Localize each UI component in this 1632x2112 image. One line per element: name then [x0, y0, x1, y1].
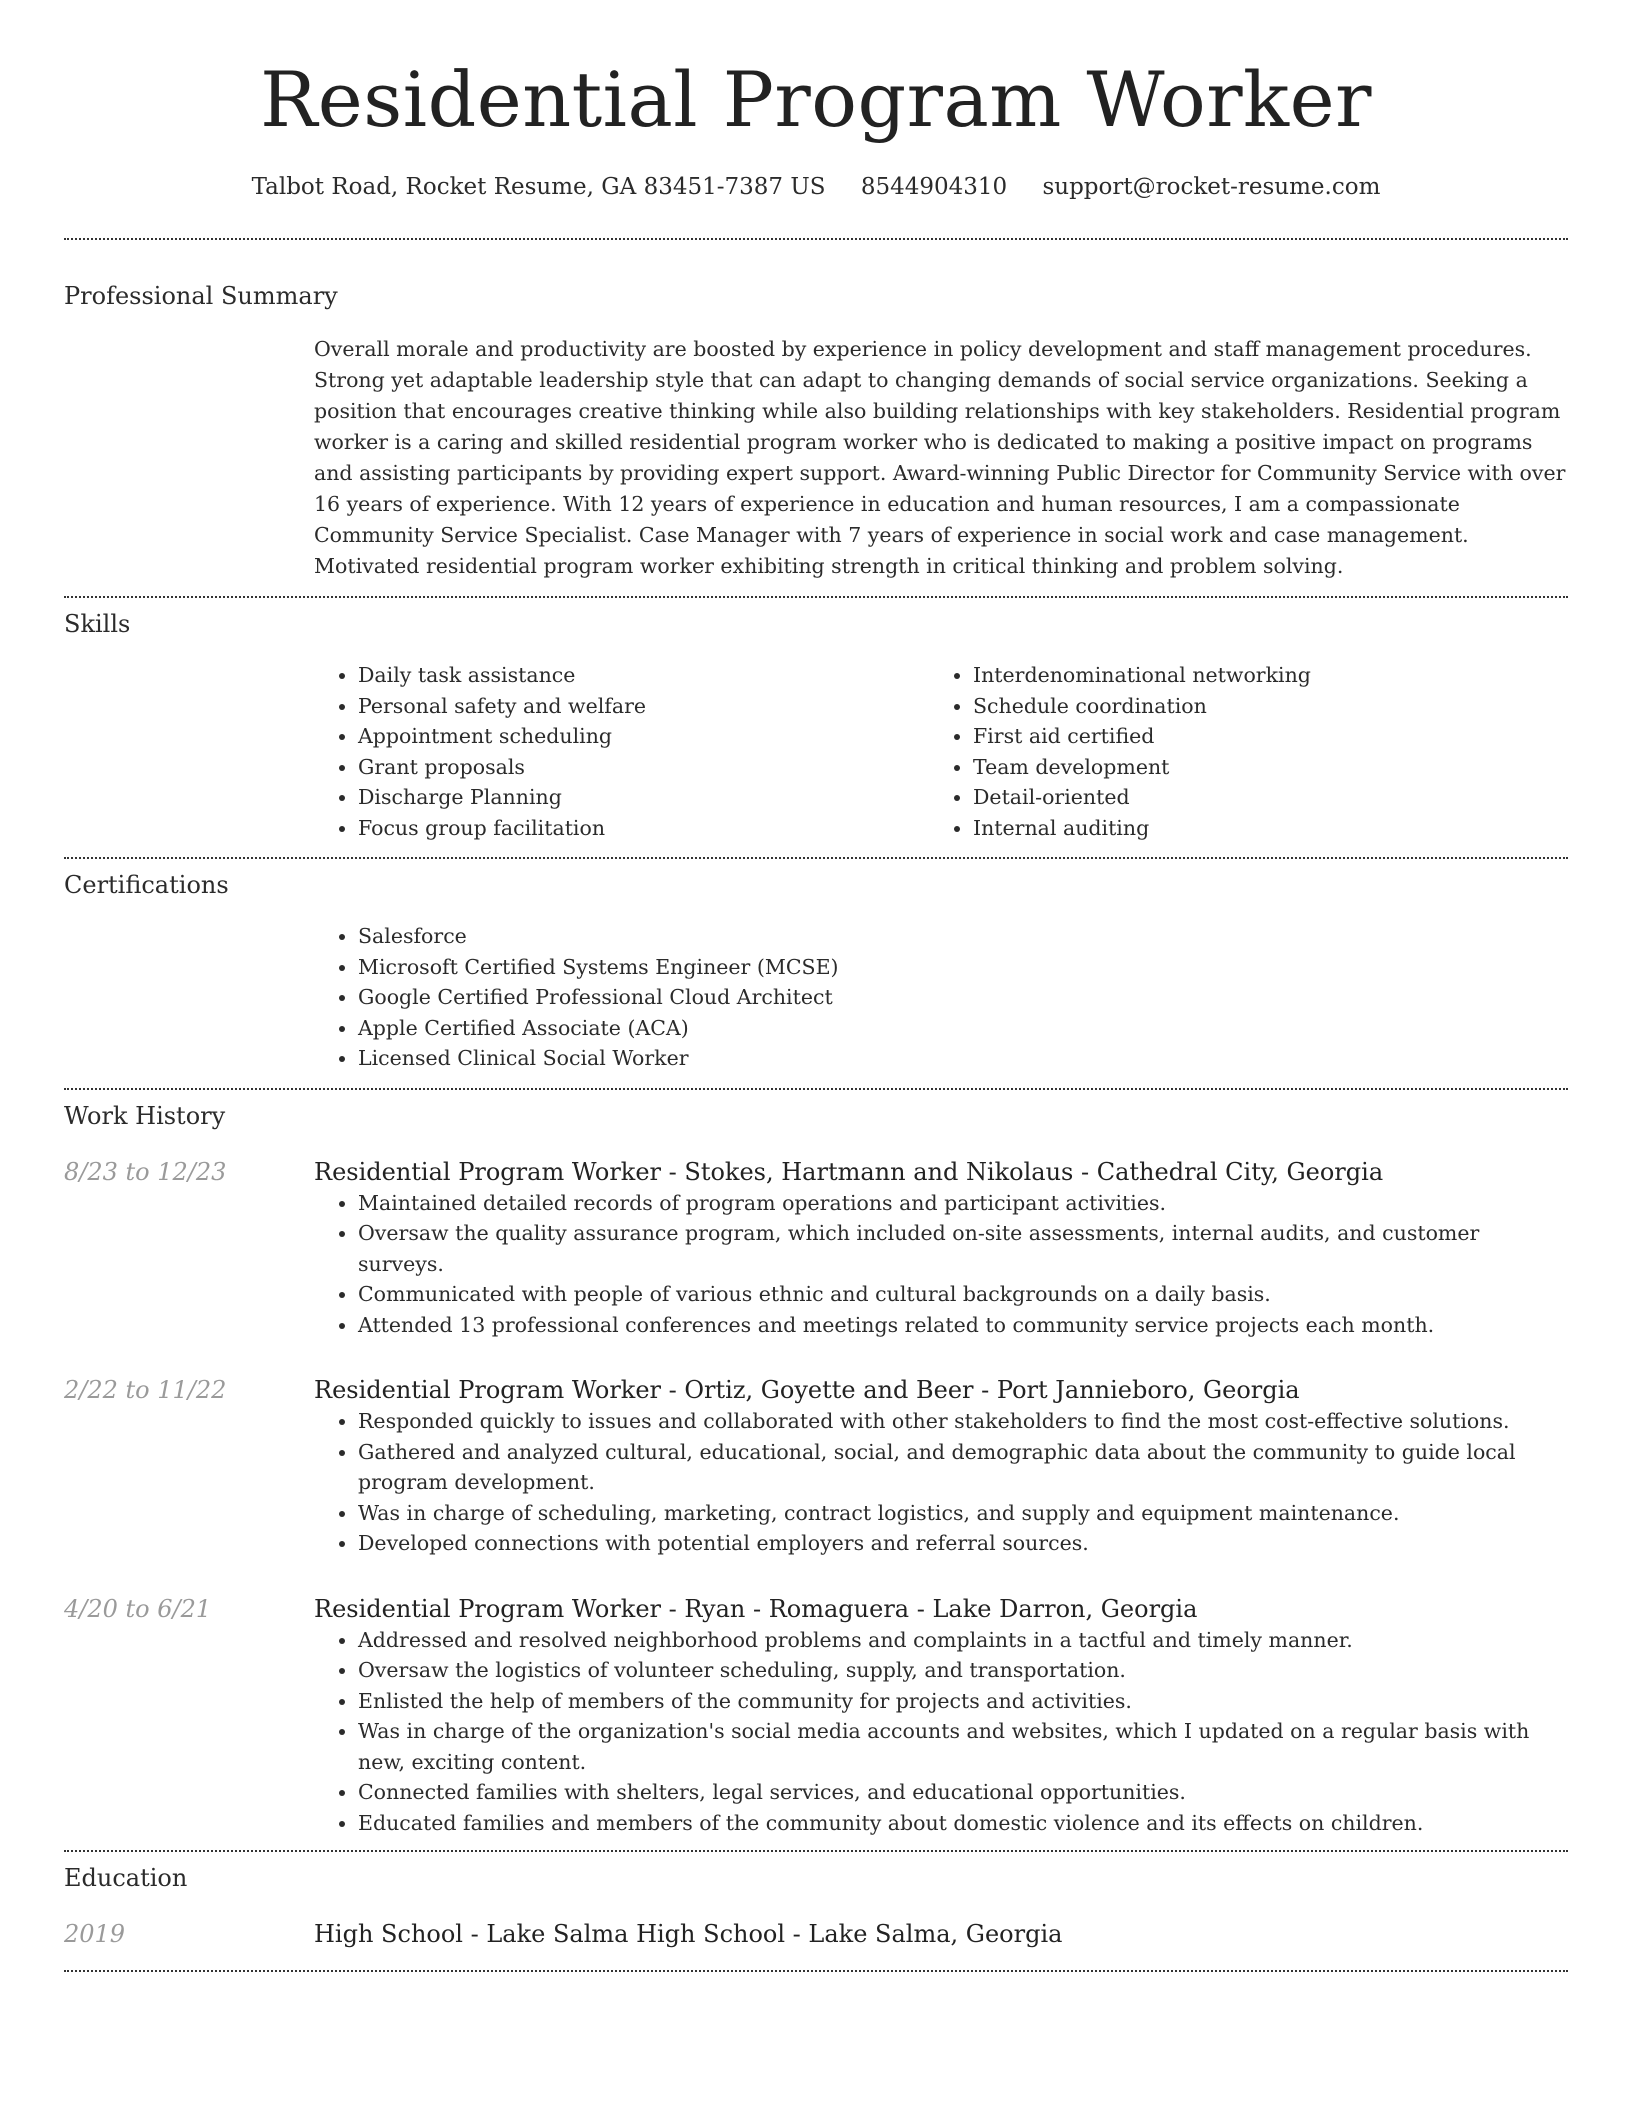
summary-section [64, 240, 1568, 582]
skill-item: • Daily task assistance [358, 660, 929, 691]
work-history-section [64, 1090, 1568, 1851]
resume-name: Residential Program Worker [260, 55, 1372, 144]
skill-item: • Interdenominational networking [973, 660, 1544, 691]
job-date: 8/23 to 12/23 [64, 1157, 227, 1186]
job-bullet: • Maintained detailed records of program operations and participant activities. [358, 1188, 1568, 1219]
skill-item: • Appointment scheduling [358, 721, 929, 752]
job-bullets [314, 1406, 1568, 1559]
education-entry [64, 1918, 1568, 1950]
job-bullet: • Connected families with shelters, legal services, and educational opportunities. [358, 1777, 1568, 1808]
certifications-heading: Certifications [64, 871, 229, 899]
skills-columns [314, 660, 1568, 843]
skill-item: • Discharge Planning [358, 782, 929, 813]
skills-section [64, 598, 1568, 843]
education-section [64, 1852, 1568, 1950]
job-date: 4/20 to 6/21 [64, 1594, 212, 1623]
contact-email: support@rocket-resume.com [1042, 174, 1381, 200]
job-bullet: • Gathered and analyzed cultural, educational, social, and demographic data about the community to guide local program development. [358, 1437, 1568, 1498]
contact-line [64, 172, 1568, 202]
summary-heading: Professional Summary [64, 282, 338, 310]
job-title: Residential Program Worker - Ryan - Romaguera - Lake Darron, Georgia [314, 1594, 1198, 1623]
skill-item: • Team development [973, 752, 1544, 783]
certification-item: • Microsoft Certified Systems Engineer (MCSE) [358, 952, 1568, 983]
summary-text: Overall morale and productivity are boosted by experience in policy development and staff management procedures. Strong yet adaptable leadership style that can adapt to changing demands of social service organizations. Seeking a position that encourages creative thinking while also building relationships with key stakeholders. Residential program worker is a caring and skilled residential program worker who is dedicated to making a positive impact on programs and assisting participants by providing expert support. Award-winning Public Director for Community Service with over 16 years of experience. With 12 years of experience in education and human resources, I am a compassionate Community Service Specialist. Case Manager with 7 years of experience in social work and case management. Motivated residential program worker exhibiting strength in critical thinking and problem solving. [314, 337, 1566, 578]
job-title: Residential Program Worker - Stokes, Hartmann and Nikolaus - Cathedral City, Georgia [314, 1157, 1384, 1186]
job-bullet: • Attended 13 professional conferences and meetings related to community service projects each month. [358, 1310, 1568, 1341]
contact-address: Talbot Road, Rocket Resume, GA 83451-7387 US [251, 174, 826, 200]
job-entry [64, 1156, 1568, 1341]
job-bullet: • Was in charge of scheduling, marketing, contract logistics, and supply and equipment maintenance. [358, 1498, 1568, 1529]
certification-item: • Licensed Clinical Social Worker [358, 1043, 1568, 1074]
skills-heading: Skills [64, 610, 131, 638]
job-bullet: • Oversaw the logistics of volunteer scheduling, supply, and transportation. [358, 1655, 1568, 1686]
certifications-section [64, 859, 1568, 1074]
skill-item: • First aid certified [973, 721, 1544, 752]
job-bullet: • Addressed and resolved neighborhood problems and complaints in a tactful and timely manner. [358, 1625, 1568, 1656]
job-entry [64, 1593, 1568, 1839]
job-bullet: • Developed connections with potential employers and referral sources. [358, 1528, 1568, 1559]
job-bullet: • Oversaw the quality assurance program, which included on-site assessments, internal audits, and customer surveys. [358, 1218, 1568, 1279]
certification-item: • Apple Certified Associate (ACA) [358, 1013, 1568, 1044]
job-bullet: • Communicated with people of various ethnic and cultural backgrounds on a daily basis. [358, 1279, 1568, 1310]
job-bullets [314, 1188, 1568, 1341]
skill-item: • Detail-oriented [973, 782, 1544, 813]
divider [64, 1970, 1568, 1972]
skill-item: • Focus group facilitation [358, 813, 929, 844]
skills-column-left [314, 660, 929, 843]
certifications-list [314, 921, 1568, 1074]
job-date: 2/22 to 11/22 [64, 1376, 227, 1404]
work-history-heading: Work History [64, 1101, 226, 1130]
skill-item: • Personal safety and welfare [358, 691, 929, 722]
education-title: High School - Lake Salma High School - Lake Salma, Georgia [314, 1920, 1063, 1948]
skills-column-right [929, 660, 1544, 843]
certification-item: • Google Certified Professional Cloud Architect [358, 982, 1568, 1013]
skill-item: • Grant proposals [358, 752, 929, 783]
education-date: 2019 [64, 1920, 126, 1948]
certification-item: • Salesforce [358, 921, 1568, 952]
education-heading: Education [64, 1864, 188, 1892]
job-bullet: • Responded quickly to issues and collaborated with other stakeholders to find the most cost-effective solutions. [358, 1406, 1568, 1437]
job-bullets [314, 1625, 1568, 1839]
skill-item: • Internal auditing [973, 813, 1544, 844]
contact-phone: 8544904310 [860, 174, 1008, 200]
job-bullet: • Was in charge of the organization's social media accounts and websites, which I updated on a regular basis with new, exciting content. [358, 1716, 1568, 1777]
job-bullet: • Educated families and members of the community about domestic violence and its effects on children. [358, 1808, 1568, 1839]
skill-item: • Schedule coordination [973, 691, 1544, 722]
job-title: Residential Program Worker - Ortiz, Goyette and Beer - Port Jannieboro, Georgia [314, 1376, 1300, 1404]
job-entry [64, 1374, 1568, 1559]
job-bullet: • Enlisted the help of members of the community for projects and activities. [358, 1686, 1568, 1717]
